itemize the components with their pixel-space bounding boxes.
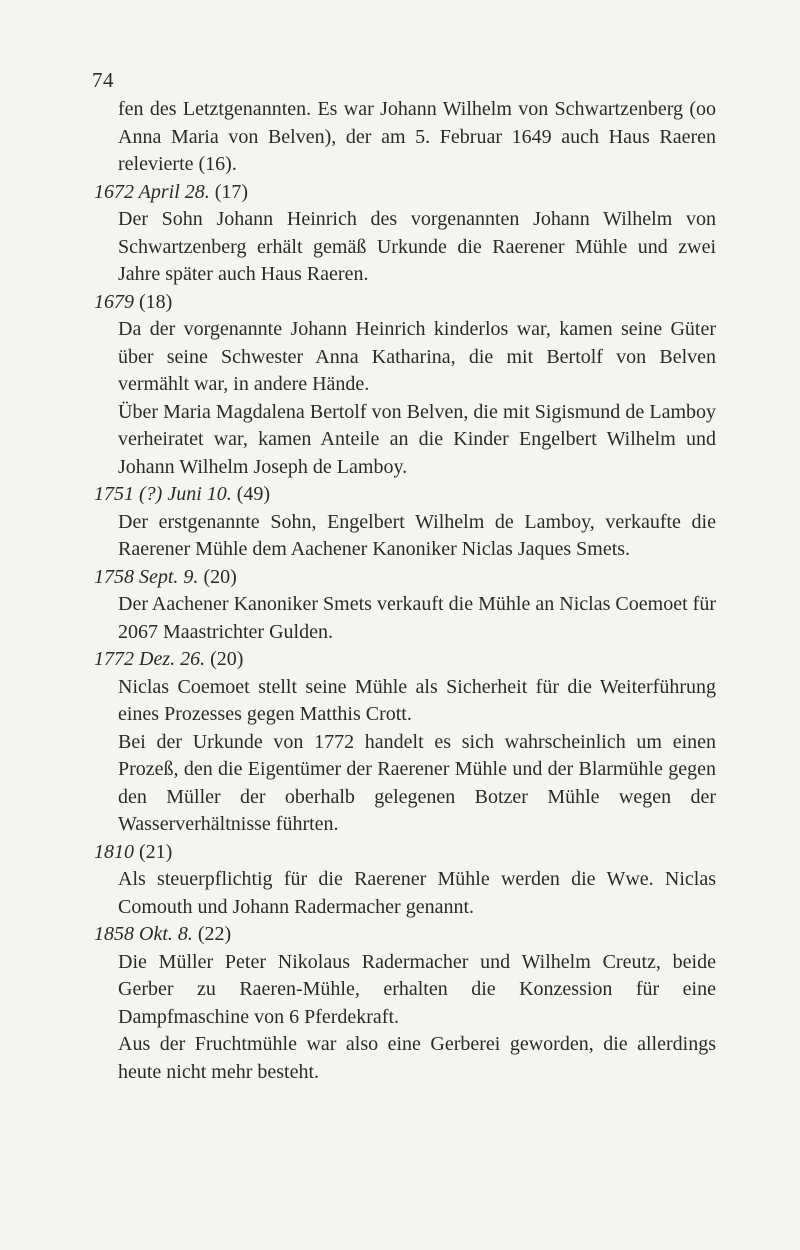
- entry-ref: (21): [139, 840, 173, 863]
- entry-date: 1858 Okt. 8.: [94, 923, 193, 945]
- entry-date: 1810: [94, 840, 134, 863]
- entry-paragraph: Aus der Fruchtmühle war also eine Gerberei geworden, die allerdings heute nicht mehr besteht.: [118, 1033, 716, 1083]
- entry-paragraph: Der Aachener Kanoniker Smets verkauft die Mühle an Niclas Coemoet für 2067 Maastrichter Gulden.: [118, 593, 716, 643]
- entry-paragraph: Da der vorgenannte Johann Heinrich kinderlos war, kamen seine Güter über seine Schwester Anna Katharina, die mit Bertolf von Belven vermählt war, in andere Hände.: [118, 318, 716, 395]
- entry-date: 1679: [94, 290, 134, 313]
- entry-heading: [88, 289, 716, 317]
- entry-ref: (18): [139, 290, 173, 313]
- intro-paragraph: fen des Letztgenannten. Es war Johann Wilhelm von Schwartzenberg (oo Anna Maria von Belven), der am 5. Februar 1649 auch Haus Raeren relevierte (16).: [118, 98, 716, 175]
- entry-ref: (20): [210, 648, 244, 670]
- entry-paragraph: Der erstgenannte Sohn, Engelbert Wilhelm de Lamboy, verkaufte die Raerener Mühle dem Aachener Kanoniker Niclas Jaques Smets.: [118, 510, 716, 560]
- entry-date: 1751 (?) Juni 10.: [94, 483, 232, 505]
- entry-paragraph: Über Maria Magdalena Bertolf von Belven, die mit Sigismund de Lamboy verheiratet war, kamen Anteile an die Kinder Engelbert Wilhelm und Johann Wilhelm Joseph de Lamboy.: [118, 400, 716, 478]
- entry-date: 1772 Dez. 26.: [94, 648, 206, 670]
- entry-date: 1672 April 28.: [94, 180, 210, 203]
- entry-heading: [88, 921, 716, 949]
- entry-paragraph: Die Müller Peter Nikolaus Radermacher und Wilhelm Creutz, beide Gerber zu Raeren-Mühle, erhalten die Konzession für eine Dampfmaschine von 6 Pferdekraft.: [118, 950, 716, 1028]
- page-number: 74: [92, 68, 114, 92]
- entry-paragraph: Als steuerpflichtig für die Raerener Mühle werden die Wwe. Niclas Comouth und Johann Radermacher genannt.: [118, 868, 716, 918]
- entry-paragraph: Der Sohn Johann Heinrich des vorgenannten Johann Wilhelm von Schwartzenberg erhält gemäß Urkunde die Raerener Mühle und zwei Jahre später auch Haus Raeren.: [118, 208, 716, 285]
- entry-ref: (49): [236, 483, 271, 505]
- entry-paragraph: Niclas Coemoet stellt seine Mühle als Sicherheit für die Weiterführung eines Prozesses gegen Matthis Crott.: [118, 675, 716, 725]
- entry-ref: (22): [197, 923, 232, 945]
- body-text: [88, 96, 716, 1086]
- entry-heading: [88, 839, 716, 867]
- entry-heading: [88, 564, 716, 592]
- entry-ref: (17): [214, 180, 249, 203]
- entry-heading: [88, 646, 716, 674]
- entry-heading: [88, 179, 716, 207]
- entry-paragraph: Bei der Urkunde von 1772 handelt es sich wahrscheinlich um einen Prozeß, den die Eigentümer der Raerener Mühle und der Blarmühle gegen den Müller der oberhalb gelegenen Botzer Mühle wegen der Wasserverhältnisse führten.: [118, 730, 716, 835]
- entry-heading: [88, 481, 716, 509]
- entry-ref: (20): [203, 565, 237, 588]
- entry-date: 1758 Sept. 9.: [94, 565, 199, 588]
